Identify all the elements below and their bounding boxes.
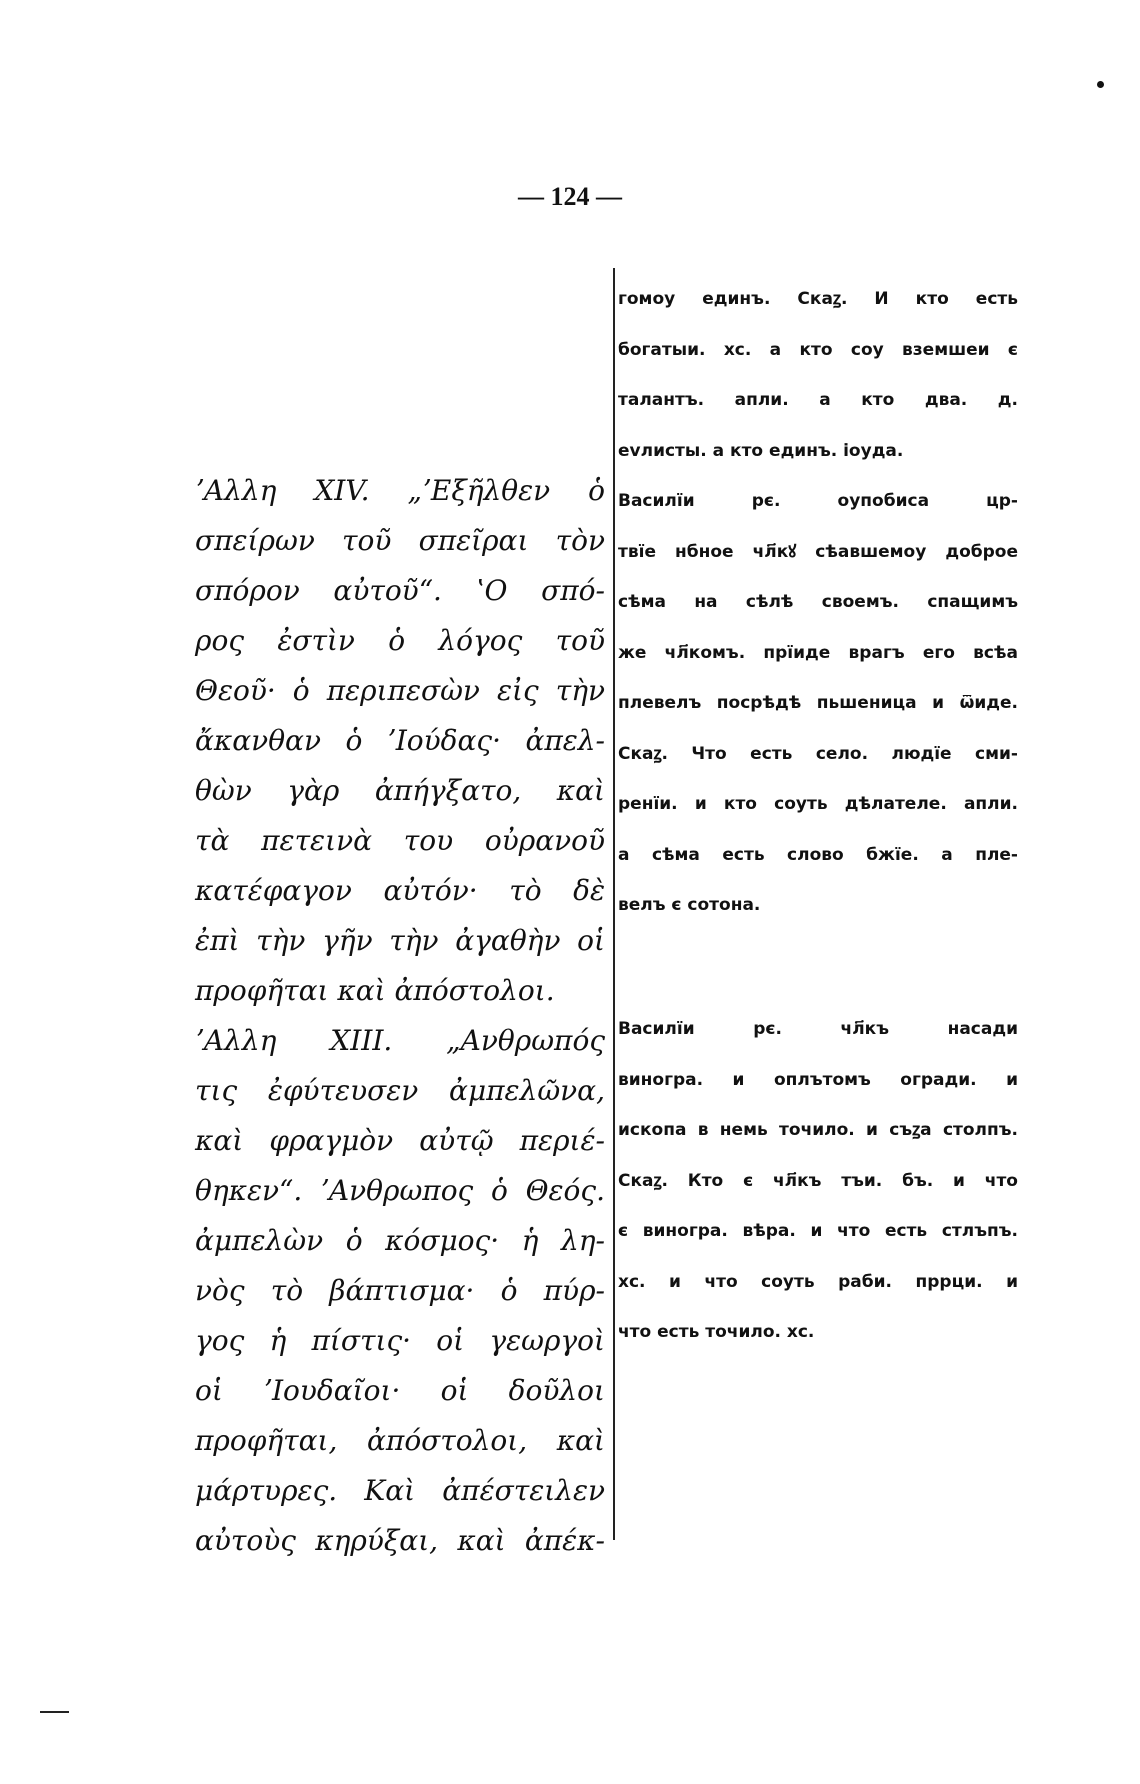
- greek-line: τὰ πετεινὰ του οὐρανοῦ: [195, 824, 605, 857]
- page-number: — 124 —: [518, 182, 622, 211]
- greek-line: κατέφαγον αὐτόν· τὸ δὲ: [195, 874, 605, 907]
- slavonic-line: а сѣма есть слово бжїе. а пле-: [618, 844, 1018, 865]
- greek-line: προφῆται, ἀπόστολοι, καὶ: [195, 1424, 605, 1457]
- greek-line: θηκεν“. ʼΑνθρωπος ὁ Θεός.: [195, 1174, 605, 1207]
- slavonic-column-bottom: [618, 1004, 1018, 1358]
- slavonic-line: велъ є сотона.: [618, 895, 761, 915]
- slavonic-line: Скаꙁ. Что есть село. людїе сми-: [618, 743, 1018, 764]
- greek-line: ʼΑλλη XIII. „Ανθρωπός: [195, 1024, 605, 1057]
- slavonic-line: богатыи. хс. а кто соу вземшеи є: [618, 339, 1018, 360]
- column-divider: [613, 268, 615, 1540]
- greek-line: σπείρων τοῦ σπεῖραι τὸν: [195, 524, 605, 557]
- slavonic-column-top: [618, 274, 1018, 931]
- slavonic-line: Василїи рє. чл҃къ насади: [618, 1019, 1018, 1039]
- page-dot: [1097, 81, 1104, 88]
- slavonic-line: гомоу единъ. Скаꙁ. И кто есть: [618, 289, 1018, 309]
- greek-line: Θεοῦ· ὁ περιπεσὼν εἰς τὴν: [195, 674, 605, 707]
- greek-line: μάρτυρες. Καὶ ἀπέστειλεν: [195, 1474, 605, 1507]
- greek-line: προφῆται καὶ ἀπόστολοι.: [195, 974, 555, 1007]
- slavonic-line: еvлисты. а кто единъ. іоуда.: [618, 440, 904, 461]
- greek-line: οἱ ʼΙουδαῖοι· οἱ δοῦλοι: [195, 1374, 605, 1407]
- greek-line: τις ἐφύτευσεν ἀμπελῶνα,: [195, 1074, 605, 1107]
- slavonic-line: твїе нбное чл҃кꙋ сѣавшемоу доброе: [618, 541, 1018, 562]
- slavonic-line: талантъ. апли. а кто два. д.: [618, 390, 1018, 410]
- greek-line: καὶ φραγμὸν αὐτῷ περιέ-: [195, 1124, 605, 1157]
- slavonic-line: ископа в немь точило. и съꙁа столпъ.: [618, 1120, 1018, 1140]
- greek-line: ἀμπελὼν ὁ κόσμος· ἡ λη-: [195, 1224, 605, 1257]
- greek-line: θὼν γὰρ ἀπήγξατο, καὶ: [195, 774, 605, 807]
- greek-line: νὸς τὸ βάπτισμα· ὁ πύρ-: [195, 1274, 605, 1307]
- greek-line: ἄκανθαν ὁ ʼΙούδας· ἀπελ-: [195, 724, 605, 757]
- margin-dash: [40, 1711, 69, 1713]
- greek-column: [195, 466, 605, 1566]
- greek-line: γος ἡ πίστις· οἱ γεωργοὶ: [195, 1324, 605, 1357]
- greek-line: ρος ἐστὶν ὁ λόγος τοῦ: [195, 624, 605, 657]
- greek-line: αὐτοὺς κηρύξαι, καὶ ἀπέκ-: [195, 1524, 605, 1557]
- slavonic-line: Скаꙁ. Кто є чл҃къ тъи. бъ. и что: [618, 1170, 1018, 1191]
- slavonic-line: что есть точило. хс.: [618, 1322, 815, 1342]
- greek-line: ἐπὶ τὴν γῆν τὴν ἀγαθὴν οἱ: [195, 924, 605, 957]
- slavonic-line: сѣма на сѣлѣ своемъ. спащимъ: [618, 592, 1018, 612]
- slavonic-line: плевелъ посрѣдѣ пьшеница и ѿиде.: [618, 693, 1018, 713]
- slavonic-line: ренїи. и кто соуть дѣлателе. апли.: [618, 794, 1018, 814]
- greek-line: ʼΑλλη XIV. „ʼΕξῆλθεν ὁ: [195, 474, 605, 507]
- slavonic-line: же чл҃комъ. прїиде врагъ его всѣа: [618, 642, 1018, 663]
- slavonic-line: Василїи рє. оупобиса цр-: [618, 491, 1018, 511]
- slavonic-line: виногра. и оплътомъ огради. и: [618, 1069, 1018, 1090]
- slavonic-line: хс. и что соуть раби. пррци. и: [618, 1271, 1018, 1292]
- slavonic-line: є виногра. вѣра. и что есть стлъпъ.: [618, 1221, 1018, 1241]
- greek-line: σπόρον αὐτοῦ“. ʽΟ σπό-: [195, 574, 605, 607]
